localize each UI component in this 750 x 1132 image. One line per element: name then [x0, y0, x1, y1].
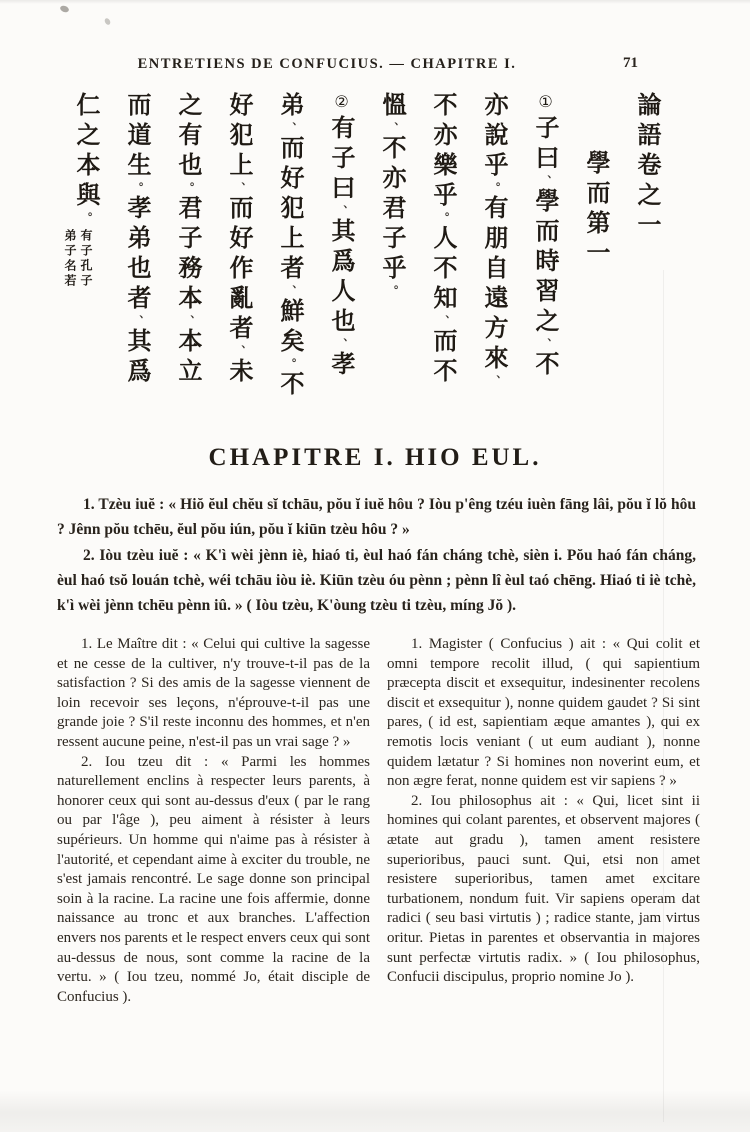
chinese-column: 好犯上、而好作亂者、未 — [225, 92, 253, 388]
running-header — [0, 0, 750, 80]
cjk-punctuation: 。 — [182, 182, 195, 195]
cjk-punctuation: 、 — [284, 285, 297, 298]
paragraph: 1. Le Maître dit : « Celui qui cultive la sagesse et ne cesse de la cultiver, n'y trouve-t-il pas de la satisfaction ? Si des amis de la sagesse viennent de loin recevoir ses leçons, n'éprouve-t-il pas une grande joie ? S'il reste inconnu des hommes, et n'en ressent aucune peine, n'est-il pas un vrai sage ? » — [57, 636, 370, 750]
chinese-column: 學而第一 — [582, 150, 610, 270]
chinese-column: ①子曰、學而時習之、不 — [531, 92, 559, 381]
chapter-heading: CHAPITRE I. HIO EUL. — [208, 444, 542, 471]
french-column — [57, 635, 370, 1007]
running-title: ENTRETIENS DE CONFUCIUS. — CHAPITRE I. — [137, 56, 517, 72]
chinese-column: 而道生。孝弟也者、其爲 — [123, 92, 151, 388]
translation-columns — [0, 619, 750, 1007]
cjk-punctuation: 、 — [335, 205, 348, 218]
chinese-column: 慍、不亦君子乎。 — [378, 92, 406, 298]
cjk-punctuation: 、 — [182, 315, 195, 328]
cjk-punctuation: 、 — [233, 345, 246, 358]
cjk-punctuation: 、 — [284, 122, 297, 135]
cjk-punctuation: 、 — [539, 175, 552, 188]
cjk-punctuation: 。 — [80, 212, 93, 225]
cjk-punctuation: 、 — [488, 375, 501, 388]
paragraph: 2. Iou tzeu dit : « Parmi les hommes naturellement enclins à respecter leurs parents, à honorer ceux qui sont au-dessus d'eux ( par le rang ou par l'âge ), peu aiment à résister à leurs supérieurs. Un homme qui n'aime pas à résister à l'autorité, et cependant aime à exciter du trouble, ne s'est jamais rencontré. Le sage donne son principal soin à la racine. La racine une fois affermie, donne naissance au tronc et aux branches. L'affection envers nos parents et le respect envers ceux qui sont au-dessus de nous, sont comme la racine de la vertu. » ( Iou tzeu, nommé Jo, était disciple de Confucius ). — [57, 753, 370, 1005]
chinese-columns — [0, 80, 750, 422]
paragraph: 1. Magister ( Confucius ) ait : « Qui colit et omni tempore recolit illud, ( qui sapientium præcepta discit et exsequitur, indesinenter recolens discit et exsequitur ), nonne quidem gaudet ? Si sint pares, ( id est, sapientiam æque amantes ), qui ex remotis locis veniant ( ut eum audiant ), nonne quidem lætatur ? Si homines non noverint eum, et non ægre ferat, nonne quidem est vir sapiens ? » — [387, 636, 700, 790]
cjk-punctuation: 、 — [131, 315, 144, 328]
chinese-column: 論語卷之一 — [633, 92, 661, 242]
section-number-icon: ② — [332, 92, 351, 115]
annotation-subcolumn: 有子孔子 — [79, 229, 93, 289]
section-number-icon: ① — [536, 92, 555, 115]
paragraph: 2. Iou philosophus ait : « Qui, licet sint ii homines qui colant parentes, et observent majores ( ætate aut gradu ), tamen ament resistere superioribus, pauci sunt. Qui, etsi non amet resistere superioribus, tamen amet excitare turbationem, nondum fuit. Vir sapiens operam dat radici ( seu basi virtutis ) ; radice stante, jam virtus oritur. Pietas in parentes et observantia in majores sunt perfectæ virtutis radix. » ( Iou philosophus, Confucii discipulus, proprio nomine Jo ). — [387, 792, 700, 986]
cjk-punctuation: 、 — [386, 122, 399, 135]
latin-column — [387, 635, 700, 1007]
annotation-subcolumn: 弟子名若 — [63, 229, 77, 289]
cjk-punctuation: 、 — [335, 338, 348, 351]
chinese-column: 不亦樂乎。人不知、而不 — [429, 92, 457, 388]
inline-annotation — [62, 229, 93, 289]
cjk-punctuation: 、 — [437, 315, 450, 328]
chinese-column: ②有子曰、其爲人也、孝 — [327, 92, 355, 381]
chinese-column: 之有也。君子務本、本立 — [174, 92, 202, 388]
cjk-punctuation: 、 — [539, 338, 552, 351]
paragraph: 1. Tzèu iuĕ : « Hiŏ ĕul chĕu sĭ tchāu, pŏu ĭ iuĕ hôu ? Iòu p'êng tzéu iuèn fāng lâi, pŏu ĭ lŏ hôu ? Jênn pŏu tchēu, ĕul pŏu iún, pŏu ĭ kiūn tzèu hôu ? » — [57, 496, 696, 538]
chinese-column: 仁之本與。 有子孔子 弟子名若 — [63, 92, 100, 289]
cjk-punctuation: 。 — [386, 285, 399, 298]
cjk-punctuation: 。 — [131, 182, 144, 195]
cjk-punctuation: 、 — [233, 182, 246, 195]
transcription-block — [0, 472, 750, 618]
cjk-punctuation: 。 — [284, 358, 297, 371]
cjk-punctuation: 。 — [488, 182, 501, 195]
chinese-column: 亦說乎。有朋自遠方來、 — [480, 92, 508, 388]
paragraph: 2. Iòu tzèu iuĕ : « K'ì wèi jènn iè, hiaó ti, èul haó fán cháng tchè, sièn i. Pŏu haó fán cháng, èul haó tsŏ louán tchè, wéi tchāu iòu iè. Kiūn tzèu óu pènn ; pènn lî èul taó chēng. Hiaó ti iè tchè, k'ì wèi jènn tchēu pènn iû. » ( Iòu tzèu, K'òung tzèu ti tzèu, míng Jŏ ). — [57, 547, 696, 614]
cjk-punctuation: 。 — [437, 212, 450, 225]
chinese-column: 弟、而好犯上者、鮮矣。不 — [276, 92, 304, 401]
page-edge-line — [663, 270, 664, 1122]
page-number: 71 — [623, 55, 638, 71]
